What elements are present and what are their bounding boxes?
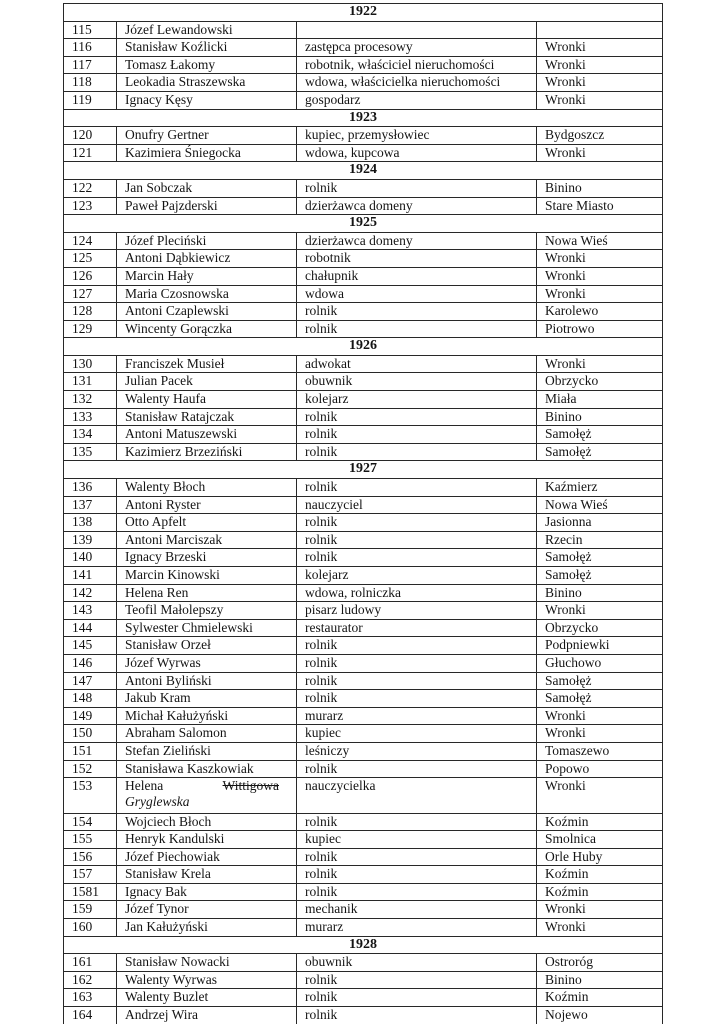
record-row [64, 320, 663, 338]
record-number: 118 [64, 74, 117, 92]
record-occupation: murarz [297, 707, 537, 725]
record-place: Binino [537, 971, 663, 989]
record-place: Głuchowo [537, 654, 663, 672]
record-row [64, 778, 663, 813]
record-place: Karolewo [537, 303, 663, 321]
record-number: 123 [64, 197, 117, 215]
record-occupation: rolnik [297, 303, 537, 321]
record-name: Ignacy Brzeski [117, 549, 297, 567]
record-name: Walenty Błoch [117, 479, 297, 497]
record-place: Wronki [537, 602, 663, 620]
record-occupation: kolejarz [297, 567, 537, 585]
record-name: Onufry Gertner [117, 127, 297, 145]
record-place: Wronki [537, 39, 663, 57]
record-place: Wronki [537, 725, 663, 743]
record-row [64, 637, 663, 655]
record-occupation: obuwnik [297, 954, 537, 972]
record-occupation: adwokat [297, 355, 537, 373]
year-label: 1924 [64, 162, 663, 180]
record-occupation: rolnik [297, 672, 537, 690]
record-name: Józef Lewandowski [117, 21, 297, 39]
record-number: 128 [64, 303, 117, 321]
record-occupation: leśniczy [297, 742, 537, 760]
record-name: Stanisław Krela [117, 866, 297, 884]
record-row [64, 355, 663, 373]
record-number: 155 [64, 831, 117, 849]
record-row [64, 989, 663, 1007]
record-number: 121 [64, 144, 117, 162]
record-place: Ostroróg [537, 954, 663, 972]
record-name: Abraham Salomon [117, 725, 297, 743]
record-number: 115 [64, 21, 117, 39]
record-place [537, 21, 663, 39]
record-row [64, 831, 663, 849]
year-row [64, 936, 663, 954]
record-number: 156 [64, 848, 117, 866]
record-row [64, 179, 663, 197]
record-place: Wronki [537, 285, 663, 303]
record-row [64, 250, 663, 268]
record-row [64, 408, 663, 426]
record-occupation: rolnik [297, 514, 537, 532]
record-occupation: rolnik [297, 883, 537, 901]
record-number: 134 [64, 426, 117, 444]
record-name: Wojciech Błoch [117, 813, 297, 831]
record-place: Orle Huby [537, 848, 663, 866]
record-number: 1581 [64, 883, 117, 901]
record-number: 138 [64, 514, 117, 532]
record-occupation: rolnik [297, 320, 537, 338]
record-place: Wronki [537, 144, 663, 162]
record-occupation: rolnik [297, 531, 537, 549]
record-name-struck: Wittigowa [222, 778, 279, 794]
record-occupation: gospodarz [297, 91, 537, 109]
record-place: Obrzycko [537, 373, 663, 391]
year-label: 1927 [64, 461, 663, 479]
record-row [64, 742, 663, 760]
record-occupation: nauczycielka [297, 778, 537, 813]
record-place: Nowa Wieś [537, 232, 663, 250]
record-name: Walenty Wyrwas [117, 971, 297, 989]
record-row [64, 74, 663, 92]
record-name: Marcin Kinowski [117, 567, 297, 585]
record-occupation: rolnik [297, 637, 537, 655]
record-row [64, 883, 663, 901]
record-row [64, 496, 663, 514]
record-occupation: wdowa [297, 285, 537, 303]
record-number: 126 [64, 267, 117, 285]
record-occupation: nauczyciel [297, 496, 537, 514]
record-name-first: Helena [125, 778, 164, 794]
record-name: Józef Pleciński [117, 232, 297, 250]
record-place: Wronki [537, 707, 663, 725]
record-name: Ignacy Bak [117, 883, 297, 901]
record-number: 130 [64, 355, 117, 373]
record-occupation: kupiec, przemysłowiec [297, 127, 537, 145]
record-occupation: zastępca procesowy [297, 39, 537, 57]
year-row [64, 109, 663, 127]
record-occupation: rolnik [297, 654, 537, 672]
records-table-body [64, 4, 663, 1024]
record-number: 133 [64, 408, 117, 426]
record-row [64, 1007, 663, 1024]
year-row [64, 461, 663, 479]
record-name: Kazimiera Śniegocka [117, 144, 297, 162]
record-number: 127 [64, 285, 117, 303]
record-row [64, 567, 663, 585]
record-number: 148 [64, 690, 117, 708]
year-label: 1922 [64, 4, 663, 22]
record-row [64, 39, 663, 57]
record-occupation: kolejarz [297, 391, 537, 409]
record-occupation: rolnik [297, 443, 537, 461]
record-occupation: rolnik [297, 866, 537, 884]
record-row [64, 901, 663, 919]
record-number: 162 [64, 971, 117, 989]
record-occupation: rolnik [297, 479, 537, 497]
record-place: Samołęż [537, 690, 663, 708]
record-name: Stanisław Koźlicki [117, 39, 297, 57]
record-number: 144 [64, 619, 117, 637]
year-row [64, 338, 663, 356]
record-name-line1 [125, 778, 293, 794]
record-name: Kazimierz Brzeziński [117, 443, 297, 461]
record-number: 125 [64, 250, 117, 268]
record-row [64, 197, 663, 215]
record-occupation: rolnik [297, 848, 537, 866]
record-row [64, 267, 663, 285]
record-occupation: rolnik [297, 760, 537, 778]
record-row [64, 479, 663, 497]
record-number: 120 [64, 127, 117, 145]
record-row [64, 426, 663, 444]
record-occupation: wdowa, właścicielka nieruchomości [297, 74, 537, 92]
record-number: 116 [64, 39, 117, 57]
record-number: 147 [64, 672, 117, 690]
record-name: Stanisław Orzeł [117, 637, 297, 655]
record-number: 150 [64, 725, 117, 743]
record-number: 145 [64, 637, 117, 655]
record-name: Henryk Kandulski [117, 831, 297, 849]
record-place: Kaźmierz [537, 479, 663, 497]
record-place: Samołęż [537, 426, 663, 444]
record-occupation: rolnik [297, 813, 537, 831]
record-name: Antoni Marciszak [117, 531, 297, 549]
record-number: 139 [64, 531, 117, 549]
record-row [64, 514, 663, 532]
record-occupation: chałupnik [297, 267, 537, 285]
record-row [64, 56, 663, 74]
record-row [64, 144, 663, 162]
registry-table [63, 3, 663, 1024]
record-name: Teofil Małolepszy [117, 602, 297, 620]
record-row [64, 971, 663, 989]
record-name: Maria Czosnowska [117, 285, 297, 303]
record-name: Helena Ren [117, 584, 297, 602]
year-label: 1923 [64, 109, 663, 127]
record-occupation: restaurator [297, 619, 537, 637]
year-label: 1928 [64, 936, 663, 954]
record-number: 140 [64, 549, 117, 567]
record-occupation: murarz [297, 919, 537, 937]
record-place: Tomaszewo [537, 742, 663, 760]
record-place: Wronki [537, 778, 663, 813]
record-place: Wronki [537, 901, 663, 919]
record-row [64, 91, 663, 109]
record-number: 149 [64, 707, 117, 725]
record-place: Smolnica [537, 831, 663, 849]
record-name: Paweł Pajzderski [117, 197, 297, 215]
year-row [64, 215, 663, 233]
year-row [64, 4, 663, 22]
record-name: Antoni Dąbkiewicz [117, 250, 297, 268]
record-number: 157 [64, 866, 117, 884]
record-occupation: rolnik [297, 1007, 537, 1024]
record-place: Koźmin [537, 813, 663, 831]
record-place: Wronki [537, 267, 663, 285]
record-row [64, 584, 663, 602]
record-place: Wronki [537, 355, 663, 373]
record-number: 141 [64, 567, 117, 585]
record-number: 160 [64, 919, 117, 937]
record-number: 124 [64, 232, 117, 250]
record-occupation: pisarz ludowy [297, 602, 537, 620]
record-row [64, 725, 663, 743]
record-name: Jakub Kram [117, 690, 297, 708]
record-number: 159 [64, 901, 117, 919]
record-occupation: rolnik [297, 971, 537, 989]
record-place: Wronki [537, 250, 663, 268]
record-place: Wronki [537, 919, 663, 937]
record-number: 132 [64, 391, 117, 409]
record-place: Obrzycko [537, 619, 663, 637]
record-number: 143 [64, 602, 117, 620]
record-row [64, 443, 663, 461]
record-place: Jasionna [537, 514, 663, 532]
record-row [64, 531, 663, 549]
record-place: Wronki [537, 74, 663, 92]
record-occupation: dzierżawca domeny [297, 197, 537, 215]
record-row [64, 127, 663, 145]
record-place: Samołęż [537, 567, 663, 585]
record-name: Jan Kałużyński [117, 919, 297, 937]
record-number: 131 [64, 373, 117, 391]
record-row [64, 21, 663, 39]
record-occupation: kupiec [297, 725, 537, 743]
record-occupation: wdowa, rolniczka [297, 584, 537, 602]
record-place: Binino [537, 179, 663, 197]
record-name: Ignacy Kęsy [117, 91, 297, 109]
record-number: 117 [64, 56, 117, 74]
record-occupation: dzierżawca domeny [297, 232, 537, 250]
record-name: Józef Piechowiak [117, 848, 297, 866]
record-name: Julian Pacek [117, 373, 297, 391]
record-place: Rzecin [537, 531, 663, 549]
record-occupation: rolnik [297, 179, 537, 197]
record-row [64, 285, 663, 303]
record-place: Samołęż [537, 672, 663, 690]
record-row [64, 672, 663, 690]
record-name: Stanisław Nowacki [117, 954, 297, 972]
record-name: Michał Kałużyński [117, 707, 297, 725]
record-name: Walenty Haufa [117, 391, 297, 409]
record-number: 153 [64, 778, 117, 813]
record-occupation [297, 21, 537, 39]
record-place: Wronki [537, 56, 663, 74]
record-place: Binino [537, 408, 663, 426]
record-row [64, 813, 663, 831]
record-place: Nowa Wieś [537, 496, 663, 514]
record-name: Andrzej Wira [117, 1007, 297, 1024]
record-place: Bydgoszcz [537, 127, 663, 145]
record-number: 135 [64, 443, 117, 461]
record-place: Koźmin [537, 883, 663, 901]
record-occupation: rolnik [297, 690, 537, 708]
record-number: 161 [64, 954, 117, 972]
year-row [64, 162, 663, 180]
record-place: Wronki [537, 91, 663, 109]
record-place: Piotrowo [537, 320, 663, 338]
record-place: Stare Miasto [537, 197, 663, 215]
record-number: 154 [64, 813, 117, 831]
record-name: Walenty Buzlet [117, 989, 297, 1007]
record-occupation: robotnik [297, 250, 537, 268]
record-place: Koźmin [537, 989, 663, 1007]
record-row [64, 707, 663, 725]
record-name: Stefan Zieliński [117, 742, 297, 760]
record-row [64, 848, 663, 866]
record-name: Jan Sobczak [117, 179, 297, 197]
record-place: Popowo [537, 760, 663, 778]
record-row [64, 690, 663, 708]
record-name: Marcin Hały [117, 267, 297, 285]
record-name: Tomasz Łakomy [117, 56, 297, 74]
record-occupation: obuwnik [297, 373, 537, 391]
record-occupation: robotnik, właściciel nieruchomości [297, 56, 537, 74]
record-row [64, 602, 663, 620]
record-place: Koźmin [537, 866, 663, 884]
record-place: Nojewo [537, 1007, 663, 1024]
record-occupation: wdowa, kupcowa [297, 144, 537, 162]
year-label: 1925 [64, 215, 663, 233]
record-name: Stanisława Kaszkowiak [117, 760, 297, 778]
record-place: Binino [537, 584, 663, 602]
record-row [64, 760, 663, 778]
record-name: Antoni Byliński [117, 672, 297, 690]
record-number: 164 [64, 1007, 117, 1024]
record-number: 122 [64, 179, 117, 197]
record-occupation: mechanik [297, 901, 537, 919]
record-occupation: rolnik [297, 408, 537, 426]
record-name: Leokadia Straszewska [117, 74, 297, 92]
record-name: Wincenty Gorączka [117, 320, 297, 338]
record-name: Franciszek Musieł [117, 355, 297, 373]
record-number: 142 [64, 584, 117, 602]
record-number: 163 [64, 989, 117, 1007]
record-number: 151 [64, 742, 117, 760]
record-place: Samołęż [537, 549, 663, 567]
year-label: 1926 [64, 338, 663, 356]
record-occupation: rolnik [297, 426, 537, 444]
record-row [64, 654, 663, 672]
record-row [64, 954, 663, 972]
record-name: Antoni Czaplewski [117, 303, 297, 321]
record-row [64, 619, 663, 637]
record-row [64, 391, 663, 409]
record-name: Sylwester Chmielewski [117, 619, 297, 637]
record-place: Podpniewki [537, 637, 663, 655]
record-name: Antoni Matuszewski [117, 426, 297, 444]
record-number: 129 [64, 320, 117, 338]
record-occupation: rolnik [297, 549, 537, 567]
record-name-line2: Gryglewska [125, 794, 190, 810]
record-name: Antoni Ryster [117, 496, 297, 514]
record-name: Józef Wyrwas [117, 654, 297, 672]
record-place: Samołęż [537, 443, 663, 461]
record-row [64, 303, 663, 321]
record-row [64, 919, 663, 937]
record-number: 136 [64, 479, 117, 497]
record-row [64, 866, 663, 884]
record-name [117, 778, 297, 813]
record-number: 137 [64, 496, 117, 514]
record-name: Józef Tynor [117, 901, 297, 919]
record-row [64, 232, 663, 250]
record-name: Otto Apfelt [117, 514, 297, 532]
record-number: 146 [64, 654, 117, 672]
record-number: 119 [64, 91, 117, 109]
record-name: Stanisław Ratajczak [117, 408, 297, 426]
record-occupation: rolnik [297, 989, 537, 1007]
record-row [64, 373, 663, 391]
record-row [64, 549, 663, 567]
record-number: 152 [64, 760, 117, 778]
record-place: Miała [537, 391, 663, 409]
record-occupation: kupiec [297, 831, 537, 849]
